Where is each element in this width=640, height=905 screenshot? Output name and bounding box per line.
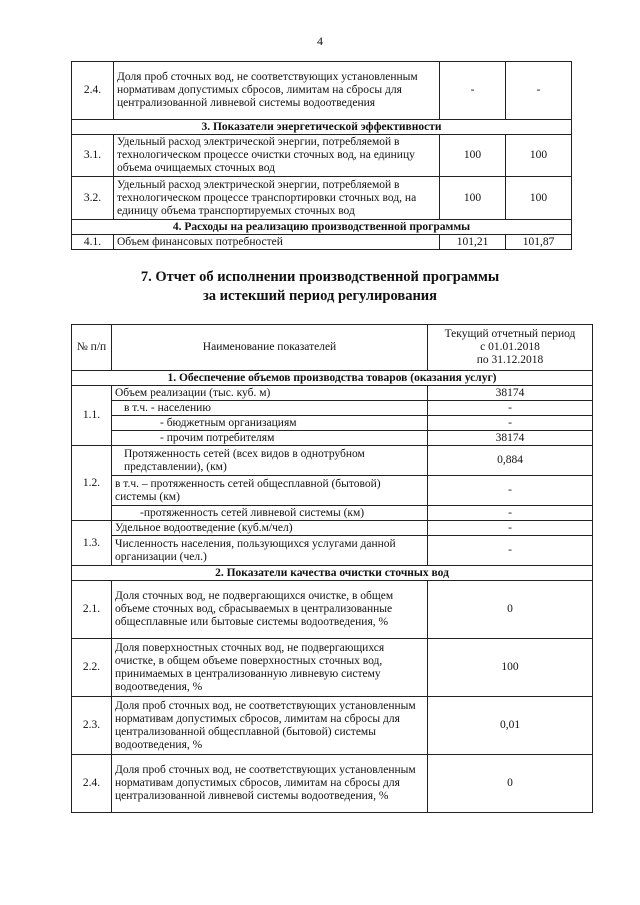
header-number: № п/п	[72, 325, 112, 371]
row-number: 4.1.	[72, 235, 114, 250]
table-row	[72, 581, 593, 639]
row-number: 2.4.	[72, 755, 112, 813]
row-number: 2.3.	[72, 697, 112, 755]
row-value: -	[428, 476, 593, 506]
row-name: Доля проб сточных вод, не соответствующих установленным нормативам допустимых сбросов, лимитам на сбросы для централизованной ливневой системы водоотведения	[114, 62, 440, 120]
row-name: в т.ч. – протяженность сетей общесплавной (бытовой) системы (км)	[112, 476, 428, 506]
row-name: Численность населения, пользующихся услугами данной организации (чел.)	[112, 536, 428, 566]
row-value-fact: 101,87	[506, 235, 572, 250]
row-number: 1.3.	[72, 521, 112, 566]
section-row	[72, 120, 572, 135]
header-period	[428, 325, 593, 371]
row-name: в т.ч. - населению	[112, 401, 428, 416]
row-name: Доля поверхностных сточных вод, не подвергающихся очистке, в общем объеме поверхностных сточных вод, принимаемых в централизованную ливневую систему водоотведения, %	[112, 639, 428, 697]
table-row	[72, 536, 593, 566]
section-heading	[0, 268, 640, 306]
row-number: 2.2.	[72, 639, 112, 697]
row-value: 38174	[428, 431, 593, 446]
table-row	[72, 446, 593, 476]
row-name: Доля проб сточных вод, не соответствующих установленным нормативам допустимых сбросов, лимитам на сбросы для централизованной общесплавной (бытовой) системы водоотведения, %	[112, 697, 428, 755]
row-value-plan: 101,21	[440, 235, 506, 250]
section-row	[72, 566, 593, 581]
report-table	[71, 324, 593, 813]
row-name: Доля проб сточных вод, не соответствующих установленным нормативам допустимых сбросов, лимитам на сбросы для централизованной ливневой системы водоотведения, %	[112, 755, 428, 813]
row-value: 0,884	[428, 446, 593, 476]
row-number: 1.1.	[72, 386, 112, 446]
row-value-plan: -	[440, 62, 506, 120]
page-number: 4	[317, 34, 323, 48]
row-name: Удельное водоотведение (куб.м/чел)	[112, 521, 428, 536]
row-name: Доля сточных вод, не подвергающихся очистке, в общем объеме сточных вод, сбрасываемых в централизованные общесплавные или бытовые системы водоотведения, %	[112, 581, 428, 639]
row-value: 0	[428, 755, 593, 813]
table-row	[72, 62, 572, 120]
row-name: Объем реализации (тыс. куб. м)	[112, 386, 428, 401]
table-row	[72, 401, 593, 416]
row-value-fact: -	[506, 62, 572, 120]
row-value: -	[428, 521, 593, 536]
table-row	[72, 386, 593, 401]
row-name: -протяженность сетей ливневой системы (км)	[112, 506, 428, 521]
row-value: -	[428, 416, 593, 431]
table-row	[72, 177, 572, 220]
period-line-3: по 31.12.2018	[476, 354, 544, 366]
row-value-plan: 100	[440, 177, 506, 220]
row-value: -	[428, 401, 593, 416]
heading-line-1: 7. Отчет об исполнении производственной программы	[140, 269, 500, 285]
row-name: Удельный расход электрической энергии, потребляемой в технологическом процессе транспортировки сточных вод, на единицу объема транспортируемых сточных вод	[114, 177, 440, 220]
row-value: 100	[428, 639, 593, 697]
row-value: 0	[428, 581, 593, 639]
row-value: 0,01	[428, 697, 593, 755]
section-row	[72, 371, 593, 386]
table-row	[72, 697, 593, 755]
row-name: - прочим потребителям	[112, 431, 428, 446]
row-value: 38174	[428, 386, 593, 401]
row-number: 2.4.	[72, 62, 114, 120]
indicators-table-continued	[71, 61, 572, 250]
period-line-2: с 01.01.2018	[480, 341, 540, 353]
row-number: 2.1.	[72, 581, 112, 639]
row-value-fact: 100	[506, 135, 572, 177]
table-row	[72, 431, 593, 446]
row-name: Удельный расход электрической энергии, потребляемой в технологическом процессе очистки сточных вод, на единицу объема очищаемых сточных вод	[114, 135, 440, 177]
table-row	[72, 639, 593, 697]
header-name: Наименование показателей	[112, 325, 428, 371]
period-line-1: Текущий отчетный период	[444, 328, 576, 340]
row-number: 3.2.	[72, 177, 114, 220]
table-row	[72, 506, 593, 521]
row-name: Протяженность сетей (всех видов в однотрубном представлении), (км)	[112, 446, 428, 476]
table-row	[72, 521, 593, 536]
table-row	[72, 416, 593, 431]
row-name: - бюджетным организациям	[112, 416, 428, 431]
row-name: Объем финансовых потребностей	[114, 235, 440, 250]
row-number: 1.2.	[72, 446, 112, 521]
row-number: 3.1.	[72, 135, 114, 177]
table-row	[72, 135, 572, 177]
heading-line-2: за истекший период регулирования	[202, 288, 438, 304]
row-value-fact: 100	[506, 177, 572, 220]
table-row	[72, 476, 593, 506]
section-title: 1. Обеспечение объемов производства товаров (оказания услуг)	[72, 371, 593, 386]
row-value: -	[428, 506, 593, 521]
section-row	[72, 220, 572, 235]
table-row	[72, 235, 572, 250]
section-title: 2. Показатели качества очистки сточных вод	[72, 566, 593, 581]
row-value-plan: 100	[440, 135, 506, 177]
row-value: -	[428, 536, 593, 566]
section-title: 3. Показатели энергетической эффективности	[72, 120, 572, 135]
section-title: 4. Расходы на реализацию производственной программы	[72, 220, 572, 235]
table-row	[72, 755, 593, 813]
header-row	[72, 325, 593, 371]
